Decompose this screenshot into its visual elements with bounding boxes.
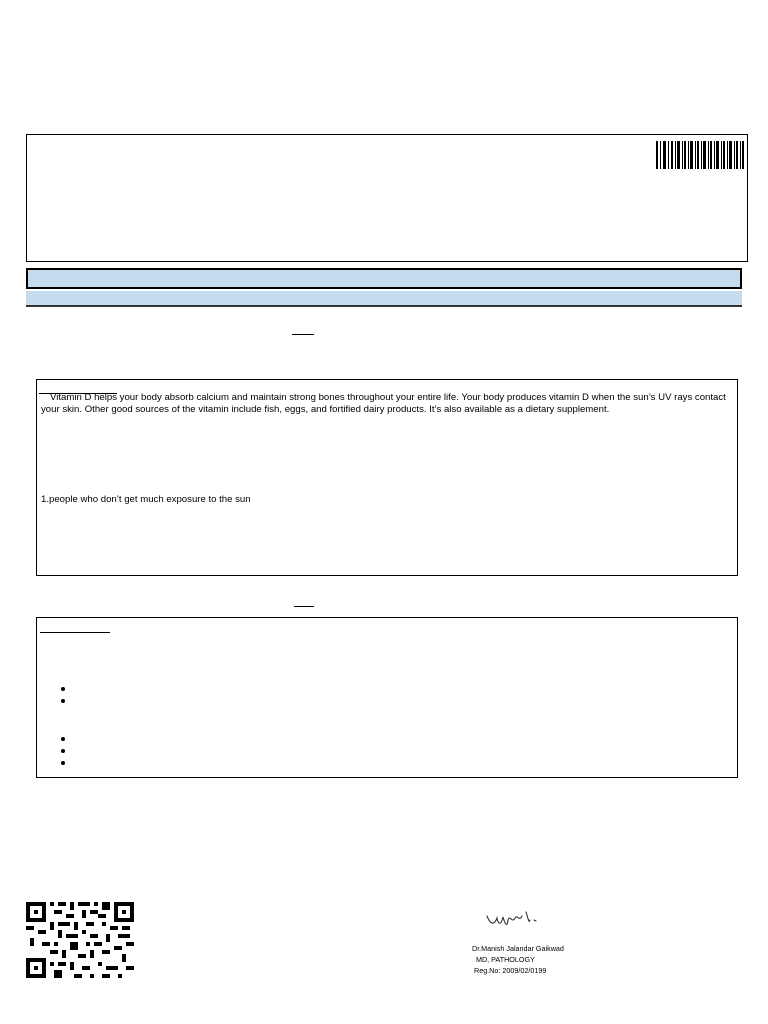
section-heading-underline (40, 632, 110, 633)
vitamin-d-info-box (36, 379, 738, 576)
bullet-icon (61, 699, 65, 703)
signature-image (484, 906, 544, 934)
bullet-icon (61, 749, 65, 753)
bullet-icon (61, 761, 65, 765)
patient-details-box (26, 134, 748, 262)
list-item: 1.people who don’t get much exposure to the sun (41, 494, 251, 505)
doctor-qualification: MD, PATHOLOGY (476, 955, 535, 964)
report-title-bar (26, 268, 742, 289)
table-header-bar (26, 291, 742, 307)
bullet-icon (61, 687, 65, 691)
underline-mark (292, 334, 314, 335)
underline-mark (294, 606, 314, 607)
barcode-icon (656, 141, 744, 169)
qr-code-icon (26, 902, 134, 978)
doctor-name: Dr.Manish Jalandar Gaikwad (472, 944, 564, 953)
vitamin-d-paragraph: Vitamin D helps your body absorb calcium and maintain strong bones throughout your entire life. Your body produces vitamin D when the sun’s UV rays contact your skin. Other good sources of the vitamin include fish, eggs, and fortified dairy products. It’s also available as a dietary supplement. (41, 392, 726, 415)
doctor-reg-no: Reg.No: 2009/02/0199 (474, 966, 547, 975)
interpretation-box (36, 617, 738, 778)
bullet-icon (61, 737, 65, 741)
